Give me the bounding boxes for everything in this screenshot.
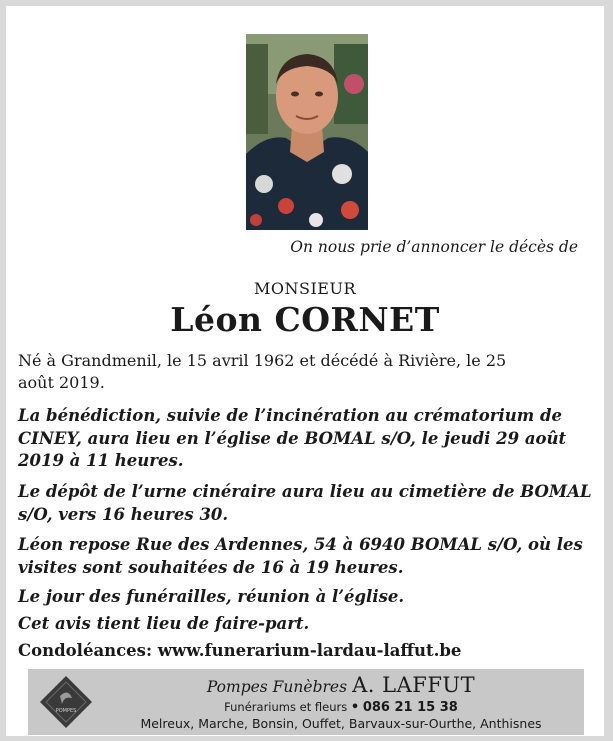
condolences-link[interactable]: Condoléances: www.funerarium-lardau-laffut.be: [18, 641, 462, 660]
death-notice-card: [6, 6, 604, 736]
funeral-home-banner: [28, 669, 584, 735]
birth-death-text: Né à Grandmenil, le 15 avril 1962 et décédé à Rivière, le 25 août 2019.: [18, 351, 507, 392]
services-label: Funérariums et fleurs: [224, 700, 348, 714]
bullet-separator: •: [350, 700, 360, 715]
pompes-funebres-label: Pompes Funèbres: [206, 678, 348, 696]
funeral-home-title: [28, 673, 584, 697]
urn-paragraph: Le dépôt de l’urne cinéraire aura lieu au cimetière de BOMAL s/O, vers 16 heures 30.: [18, 482, 592, 524]
ceremony-paragraph: La bénédiction, suivie de l’incinération au crématorium de CINEY, aura lieu en l’église de BOMAL s/O, le jeudi 29 août 2019 à 11 heures.: [18, 406, 567, 470]
visitation-paragraph: Léon repose Rue des Ardennes, 54 à 6940 BOMAL s/O, où les visites sont souhaitées de 16 à 19 heures.: [18, 535, 583, 577]
announcement-text: On nous prie d’annoncer le décès de: [290, 238, 578, 256]
honorific: MONSIEUR: [254, 279, 356, 298]
meeting-paragraph: Le jour des funérailles, réunion à l’église.: [18, 587, 405, 606]
locations-list: Melreux, Marche, Bonsin, Ouffet, Barvaux-sur-Ourthe, Anthisnes: [140, 716, 542, 731]
phone-number: 086 21 15 38: [362, 700, 458, 715]
funeral-home-contact: [28, 700, 584, 715]
notice-paragraph: Cet avis tient lieu de faire-part.: [18, 614, 310, 633]
logo-text: POMPES: [55, 708, 77, 714]
deceased-name: Léon CORNET: [170, 300, 440, 339]
brand-name: A. LAFFUT: [352, 673, 476, 697]
portrait-photo: [246, 34, 368, 230]
